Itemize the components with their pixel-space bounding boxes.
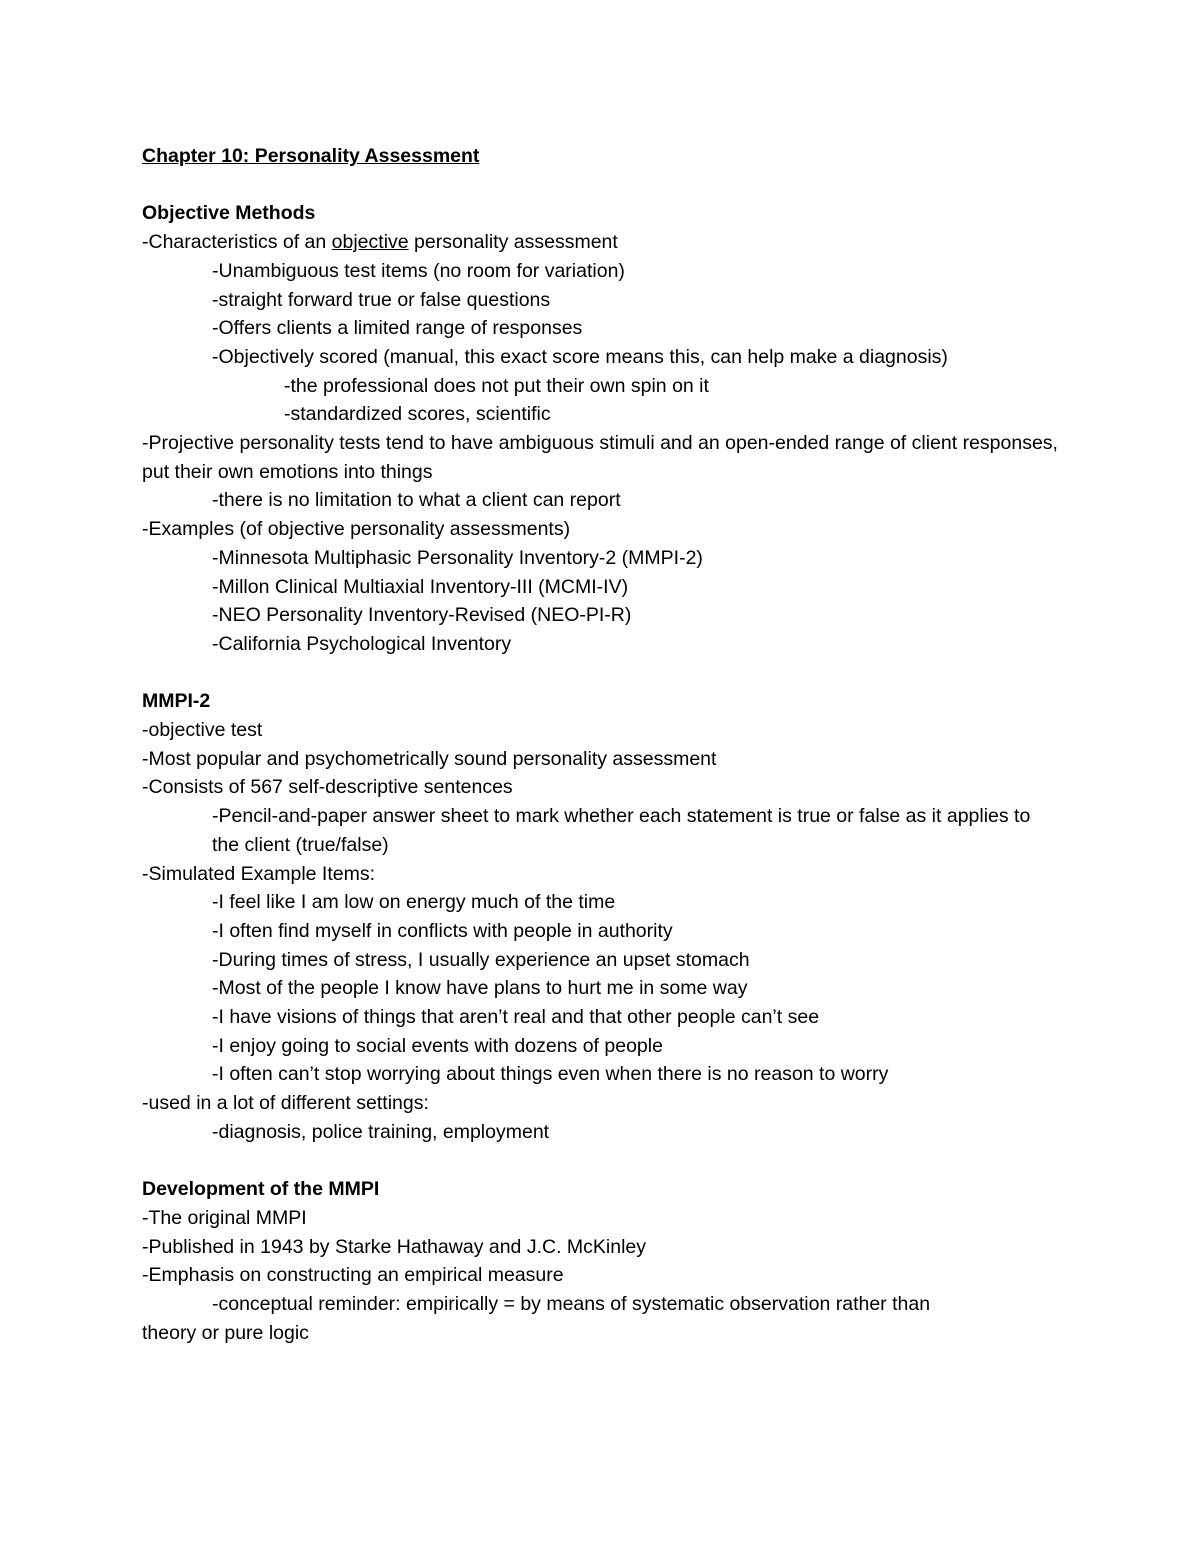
document-page <box>142 142 1062 1347</box>
list-item: -diagnosis, police training, employment <box>212 1120 550 1143</box>
reminder-line-2: theory or pure logic <box>142 1321 309 1344</box>
list-item: -Published in 1943 by Starke Hathaway and J.C. McKinley <box>142 1235 647 1258</box>
section-heading-objective-methods: Objective Methods <box>142 202 316 225</box>
list-item: -Objectively scored (manual, this exact score means this, can help make a diagnosis) <box>212 345 948 368</box>
list-item: -I enjoy going to social events with dozens of people <box>212 1034 663 1057</box>
list-item: -standardized scores, scientific <box>284 403 551 426</box>
list-item: -I feel like I am low on energy much of the time <box>212 891 616 914</box>
list-item: -Most of the people I know have plans to hurt me in some way <box>212 977 748 1000</box>
list-item: -NEO Personality Inventory-Revised (NEO-PI-R) <box>212 604 632 627</box>
list-item: -Most popular and psychometrically sound personality assessment <box>142 747 717 770</box>
spacer <box>142 171 1062 200</box>
settings-label: -used in a lot of different settings: <box>142 1092 429 1115</box>
list-item: -I often find myself in conflicts with people in authority <box>212 919 673 942</box>
answer-sheet-paragraph: -Pencil-and-paper answer sheet to mark whether each statement is true or false as it applies to the client (true/false) <box>212 805 1031 856</box>
list-item: -I have visions of things that aren’t real and that other people can’t see <box>212 1006 820 1029</box>
projective-paragraph: -Projective personality tests tend to have ambiguous stimuli and an open-ended range of client responses, put their own emotions into things <box>142 432 1058 483</box>
list-item: -Consists of 567 self-descriptive sentences <box>142 776 513 799</box>
list-item: -I often can’t stop worrying about things even when there is no reason to worry <box>212 1063 889 1086</box>
list-item: -Minnesota Multiphasic Personality Inventory-2 (MMPI-2) <box>212 546 703 569</box>
section-heading-mmpi2: MMPI-2 <box>142 690 211 713</box>
list-item: -there is no limitation to what a client can report <box>212 489 621 512</box>
list-item: -Millon Clinical Multiaxial Inventory-III (MCMI-IV) <box>212 575 629 598</box>
page-title: Chapter 10: Personality Assessment <box>142 145 480 167</box>
reminder-line-1: -conceptual reminder: empirically = by means of systematic observation rather than <box>212 1293 931 1316</box>
spacer <box>142 1147 1062 1176</box>
list-item: -Emphasis on constructing an empirical measure <box>142 1264 564 1287</box>
examples-label: -Examples (of objective personality assessments) <box>142 518 571 541</box>
list-item: -The original MMPI <box>142 1206 307 1229</box>
characteristics-suffix: personality assessment <box>408 231 618 254</box>
list-item: -objective test <box>142 719 263 742</box>
characteristics-line <box>142 228 1062 257</box>
characteristics-underlined-word: objective <box>331 231 409 254</box>
list-item: -California Psychological Inventory <box>212 632 512 655</box>
list-item: -the professional does not put their own spin on it <box>284 374 709 397</box>
list-item: -Unambiguous test items (no room for variation) <box>212 259 625 282</box>
spacer <box>142 659 1062 688</box>
list-item: -During times of stress, I usually experience an upset stomach <box>212 948 750 971</box>
characteristics-prefix: -Characteristics of an <box>142 231 332 254</box>
items-label: -Simulated Example Items: <box>142 862 376 885</box>
list-item: -straight forward true or false questions <box>212 288 551 311</box>
section-heading-development: Development of the MMPI <box>142 1178 380 1201</box>
list-item: -Offers clients a limited range of responses <box>212 317 583 340</box>
